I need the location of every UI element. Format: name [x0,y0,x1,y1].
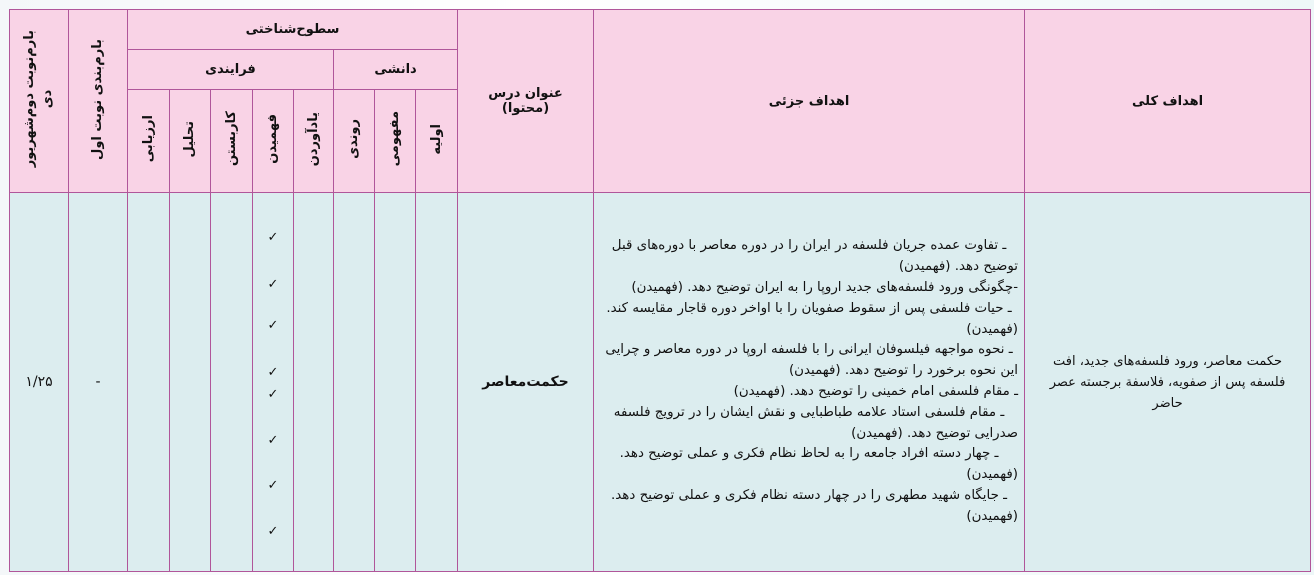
cell-apply [211,193,253,572]
header-apply: کاربستن [211,90,253,193]
header-cognitive-levels: سطوح‌شناختی [128,10,458,50]
cell-analyze [170,193,211,572]
general-goal: حکمت معاصر، ورود فلسفه‌های جدید، افت فلسفه پس از صفویه، فلاسفة برجسته عصر حاضر [1025,193,1311,572]
cell-conceptual [375,193,416,572]
check-icon: ✓ [267,387,279,402]
header-remember: یادآوردن [294,90,334,193]
header-evaluate: ارزیابی [128,90,170,193]
partial-goal-item: ـ مقام فلسفی امام خمینی را توضیح دهد. (فهمیدن) [733,384,1019,399]
header-understand: فهمیدن [253,90,294,193]
check-icon: ✓ [267,478,279,493]
partial-goal-item: ـ تفاوت عمده جریان فلسفه در ایران را در دوره معاصر با دوره‌های قبل توضیح دهد. (فهمیدن) [611,238,1019,275]
header-second-term-score: بارم‌نوبت دوم‌شهریور دی [10,10,69,193]
header-partial-goals: اهداف جزئی [594,10,1025,193]
header-first-term-score: بارم‌بندی نوبت اول [69,10,128,193]
header-procedural: روندی [334,90,375,193]
cell-understand [253,193,294,572]
check-icon: ✓ [267,365,279,380]
check-icon: ✓ [267,433,279,448]
header-process: فرایندی [128,50,334,90]
header-basic: اولیه [416,90,458,193]
partial-goal-item: ـ حیات فلسفی پس از سقوط صفویان را با اواخر دوره قاجار مقایسه کند. (فهمیدن) [606,300,1019,337]
partial-goal-item: ـ مقام فلسفی استاد علامه طباطبایی و نقش ایشان را در ترویج فلسفه صدرایی توضیح دهد. (فهمیدن) [613,404,1019,441]
partial-goal-item: -چگونگی ورود فلسفه‌های جدید اروپا را به ایران توضیح دهد. (فهمیدن) [631,280,1019,296]
partial-goal-item: ـ نحوه مواجهه فیلسوفان ایرانی را با فلسفه اروپا در دوره معاصر و چرایی این نحوه برخورد را توضیح دهد. (فهمیدن) [605,342,1019,379]
header-lesson-title: عنوان درس (محتوا) [458,10,594,193]
check-icon: ✓ [267,230,279,245]
header-knowledge: دانشی [334,50,458,90]
partial-goal-item: ـ جایگاه شهید مطهری را در چهار دسته نظام فکری و عملی توضیح دهد. (فهمیدن) [611,487,1019,524]
cell-procedural [334,193,375,572]
check-icon: ✓ [267,277,279,292]
cell-basic [416,193,458,572]
partial-goal-item: ـ چهار دسته افراد جامعه را به لحاظ نظام فکری و عملی توضیح دهد. (فهمیدن) [619,446,1019,483]
cell-remember [294,193,334,572]
header-general-goals: اهداف کلی [1025,10,1311,193]
header-conceptual: مفهومی [375,90,416,193]
partial-goals-list [594,193,1025,572]
lesson-objectives-table [9,9,1311,572]
check-icon: ✓ [267,318,279,333]
header-analyze: تحلیل [170,90,211,193]
first-term-score-value: - [69,193,128,572]
check-icon: ✓ [267,524,279,539]
second-term-score-value: ۱/۲۵ [10,193,69,572]
cell-evaluate [128,193,170,572]
lesson-title: حکمت‌معاصر [458,193,594,572]
